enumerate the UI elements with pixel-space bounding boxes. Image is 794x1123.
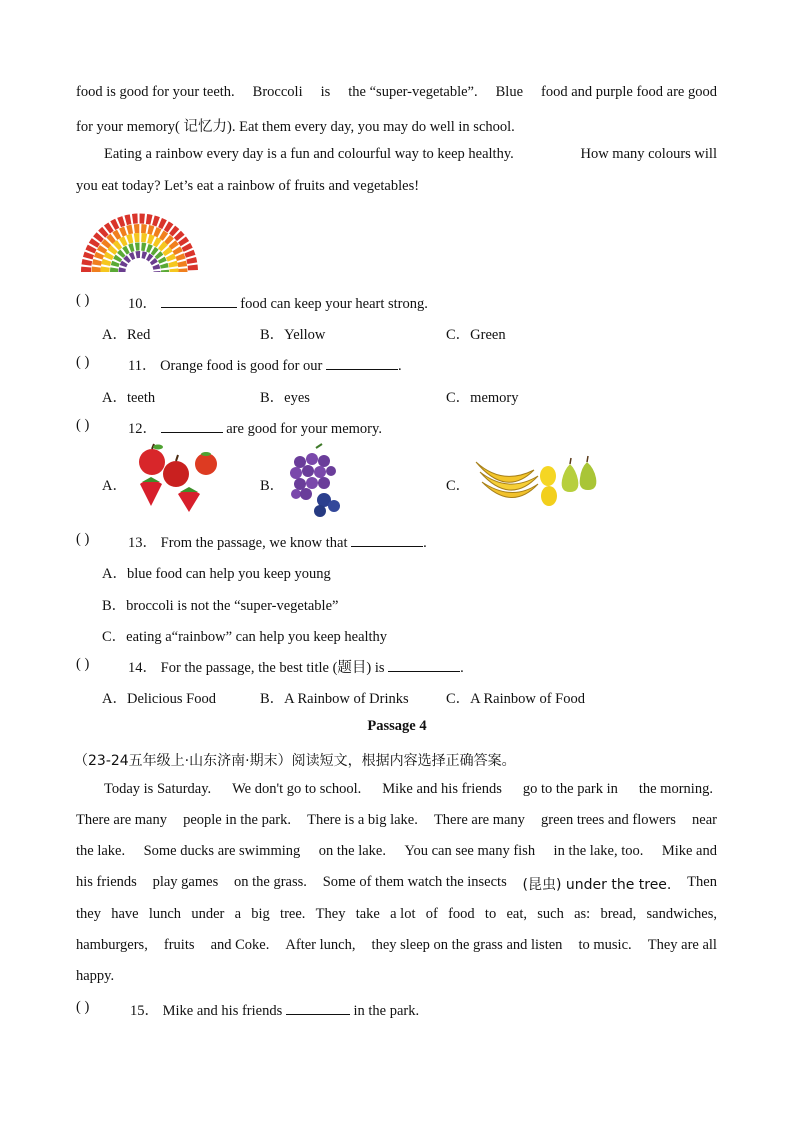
q12-option-c[interactable]: C．	[446, 478, 471, 494]
para1-line2: for your memory( 记忆力). Eat them every day, you may do well in school.	[76, 119, 515, 135]
question-14	[128, 656, 464, 677]
apples-strawberries-image	[134, 444, 224, 512]
answer-blank[interactable]	[351, 534, 423, 547]
para2-line2: you eat today? Let’s eat a rainbow of fruits and vegetables!	[76, 178, 420, 194]
text-segment: sandwiches,	[646, 906, 717, 922]
passage4-line4	[76, 874, 717, 894]
q10-option-b[interactable]: B．Yellow	[260, 327, 326, 343]
q11-option-c[interactable]: C．memory	[446, 390, 519, 406]
passage4-line1	[104, 781, 713, 798]
text-segment: (昆虫) under the tree.	[522, 877, 672, 893]
q10-option-c[interactable]: C．Green	[446, 327, 506, 343]
text-segment: Mike and	[661, 843, 717, 859]
answer-blank[interactable]	[388, 659, 460, 672]
q12-option-a[interactable]: A．	[102, 478, 127, 494]
text-segment: near	[692, 812, 717, 828]
answer-paren[interactable]: ( )	[76, 417, 90, 433]
text-segment: of	[425, 906, 438, 922]
answer-blank[interactable]	[326, 357, 398, 370]
text-segment: green trees and flowers	[541, 812, 676, 828]
text-segment: After lunch,	[285, 937, 356, 953]
question-text: 13． From the passage, we know that	[128, 535, 352, 551]
question-15	[130, 999, 419, 1020]
text-segment: How many colours will	[580, 146, 717, 162]
text-segment: people in the park.	[183, 812, 292, 828]
text-segment: a lot	[390, 906, 416, 922]
text-segment: Some of them watch the insects	[322, 874, 507, 890]
answer-paren[interactable]: ( )	[76, 292, 90, 308]
text-segment: to music.	[578, 937, 632, 953]
text-segment: under	[191, 906, 225, 922]
text-segment: There is a big lake.	[307, 812, 418, 828]
question-number: 10．	[128, 296, 157, 312]
passage4-line3	[76, 843, 717, 860]
text-segment: Then	[687, 874, 717, 890]
grapes-blueberries-image	[286, 444, 346, 519]
passage4-line5	[76, 906, 717, 923]
text-segment: lunch	[148, 906, 182, 922]
para2-line1	[104, 146, 717, 163]
text-segment: food is good for your teeth.	[76, 84, 235, 100]
question-text: 11． Orange food is good for our	[128, 358, 326, 374]
bananas-lemons-pears-image	[472, 450, 600, 512]
text-segment: the “super-vegetable”.	[348, 84, 478, 100]
q13-option-c[interactable]: C．eating a“rainbow” can help you keep healthy	[102, 629, 388, 645]
q10-option-a[interactable]: A．Red	[102, 327, 151, 343]
question-text: 15． Mike and his friends	[130, 1003, 286, 1019]
text-segment: go to the park in	[522, 781, 618, 797]
passage-instruction: （23-24五年级上·山东济南·期末）阅读短文，根据内容选择正确答案。	[74, 753, 516, 769]
text-segment: bread,	[600, 906, 637, 922]
text-segment: There are many	[433, 812, 525, 828]
question-10	[128, 292, 428, 313]
passage-title: Passage 4	[367, 718, 427, 734]
text-segment: Broccoli	[252, 84, 303, 100]
text-segment: play games	[152, 874, 219, 890]
text-segment: You can see many fish	[404, 843, 536, 859]
q14-option-b[interactable]: B．A Rainbow of Drinks	[260, 691, 409, 707]
question-number: 12．	[128, 421, 157, 437]
text-segment: Some ducks are swimming	[143, 843, 301, 859]
passage4-line7: happy.	[76, 968, 115, 984]
text-segment: in the lake, too.	[553, 843, 644, 859]
text-segment: There are many	[76, 812, 167, 828]
text-segment: tree.	[280, 906, 306, 922]
question-12	[128, 417, 382, 438]
q11-option-a[interactable]: A．teeth	[102, 390, 156, 406]
answer-paren[interactable]: ( )	[76, 656, 90, 672]
text-segment: They	[315, 906, 346, 922]
text-segment: his friends	[76, 874, 137, 890]
rainbow-food-image	[82, 206, 197, 276]
text-segment: They are all	[647, 937, 717, 953]
text-segment: have	[111, 906, 139, 922]
answer-blank[interactable]	[161, 420, 223, 433]
text-segment: big	[251, 906, 270, 922]
answer-paren[interactable]: ( )	[76, 999, 90, 1015]
text-segment: and Coke.	[210, 937, 270, 953]
para1-line1	[76, 84, 717, 101]
q11-option-b[interactable]: B．eyes	[260, 390, 310, 406]
text-segment: eat,	[506, 906, 527, 922]
text-segment: on the grass.	[234, 874, 307, 890]
text-segment: as:	[574, 906, 591, 922]
text-segment: Mike and his friends	[382, 781, 502, 797]
answer-paren[interactable]: ( )	[76, 531, 90, 547]
text-segment: the morning.	[638, 781, 713, 797]
text-segment: We don't go to school.	[232, 781, 362, 797]
text-segment: Blue	[495, 84, 524, 100]
answer-paren[interactable]: ( )	[76, 354, 90, 370]
q13-option-b[interactable]: B．broccoli is not the “super-vegetable”	[102, 598, 339, 614]
text-segment: the lake.	[76, 843, 126, 859]
question-tail: are good for your memory.	[222, 421, 382, 437]
text-segment: to	[484, 906, 497, 922]
answer-blank[interactable]	[161, 295, 237, 308]
text-segment: a	[234, 906, 242, 922]
passage4-line6	[76, 937, 717, 954]
question-text: 14． For the passage, the best title (题目) is	[128, 660, 389, 676]
text-segment: such	[537, 906, 564, 922]
question-tail: .	[460, 660, 464, 676]
text-segment: food	[448, 906, 475, 922]
text-segment: food and purple food are good	[541, 84, 717, 100]
question-tail: .	[423, 535, 427, 551]
text-segment: on the lake.	[318, 843, 386, 859]
passage4-line2	[76, 812, 717, 829]
text-segment: Eating a rainbow every day is a fun and colourful way to keep healthy.	[104, 146, 514, 162]
text-segment: take	[355, 906, 380, 922]
text-segment: hamburgers,	[76, 937, 148, 953]
question-tail: .	[398, 358, 402, 374]
text-segment: Today is Saturday.	[104, 781, 212, 797]
q14-option-a[interactable]: A．Delicious Food	[102, 691, 216, 707]
text-segment: fruits	[163, 937, 195, 953]
q12-option-b[interactable]: B．	[260, 478, 285, 494]
question-tail: in the park.	[349, 1003, 420, 1019]
question-tail: food can keep your heart strong.	[236, 296, 428, 312]
text-segment: they sleep on the grass and listen	[371, 937, 563, 953]
question-11	[128, 354, 402, 375]
question-13	[128, 531, 427, 552]
q14-option-c[interactable]: C．A Rainbow of Food	[446, 691, 585, 707]
q13-option-a[interactable]: A．blue food can help you keep young	[102, 566, 331, 582]
answer-blank[interactable]	[286, 1002, 350, 1015]
text-segment: they	[76, 906, 101, 922]
text-segment: is	[320, 84, 331, 100]
